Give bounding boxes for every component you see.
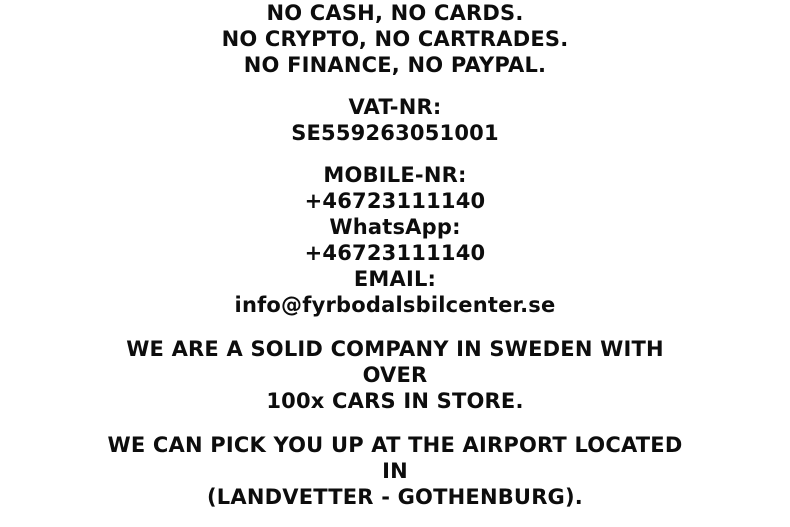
- company-statement-line-2: OVER: [362, 363, 428, 387]
- whatsapp-label: WhatsApp:: [329, 215, 461, 239]
- contact-block: [0, 162, 790, 318]
- pickup-statement-line-3: (LANDVETTER - GOTHENBURG).: [207, 485, 583, 509]
- vat-block: [0, 94, 790, 146]
- payment-notice-line-2: NO CRYPTO, NO CARTRADES.: [221, 27, 569, 51]
- pickup-statement-block: [0, 432, 790, 510]
- payment-notice-line-3: NO FINANCE, NO PAYPAL.: [243, 53, 547, 77]
- payment-notice-block: [0, 0, 790, 78]
- vat-value: SE559263051001: [291, 121, 499, 145]
- email-label: EMAIL:: [353, 267, 437, 291]
- pickup-statement-line-2: IN: [382, 459, 408, 483]
- mobile-value: +46723111140: [304, 189, 486, 213]
- company-statement-block: [0, 336, 790, 414]
- payment-notice-line-1: NO CASH, NO CARDS.: [266, 1, 524, 25]
- mobile-label: MOBILE-NR:: [323, 163, 467, 187]
- whatsapp-value: +46723111140: [304, 241, 486, 265]
- vat-label: VAT-NR:: [348, 95, 442, 119]
- company-statement-line-1: WE ARE A SOLID COMPANY IN SWEDEN WITH: [126, 337, 664, 361]
- pickup-statement-line-1: WE CAN PICK YOU UP AT THE AIRPORT LOCATED: [107, 433, 683, 457]
- email-value: info@fyrbodalsbilcenter.se: [234, 293, 556, 317]
- company-statement-line-3: 100x CARS IN STORE.: [266, 389, 524, 413]
